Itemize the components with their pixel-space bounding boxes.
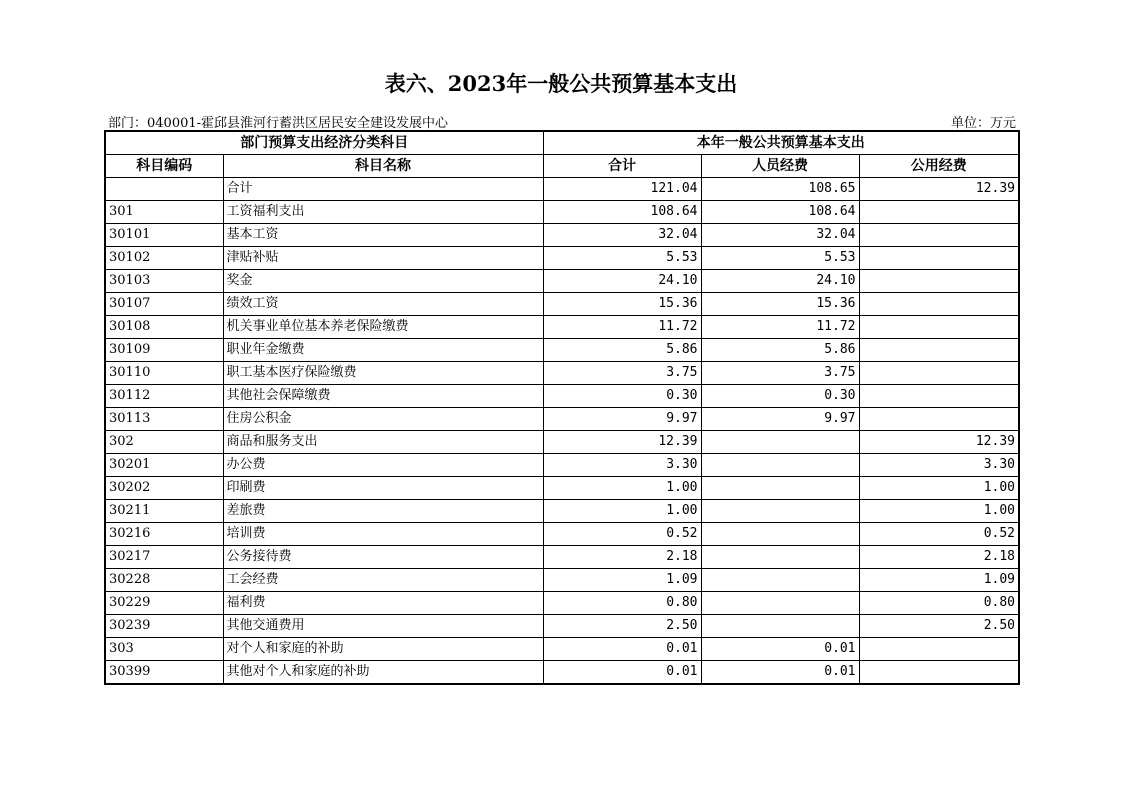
row-public: 0.80 xyxy=(859,592,1019,615)
row-personnel: 9.97 xyxy=(701,408,859,431)
table-row xyxy=(105,569,1019,592)
row-personnel: 32.04 xyxy=(701,224,859,247)
row-name: 商品和服务支出 xyxy=(223,431,543,454)
row-personnel xyxy=(701,615,859,638)
table-row xyxy=(105,247,1019,270)
row-code: 30103 xyxy=(105,270,223,293)
row-total: 0.52 xyxy=(543,523,701,546)
row-code: 30107 xyxy=(105,293,223,316)
row-public xyxy=(859,293,1019,316)
row-code: 30101 xyxy=(105,224,223,247)
row-personnel: 108.65 xyxy=(701,178,859,201)
row-name: 工会经费 xyxy=(223,569,543,592)
row-code: 30109 xyxy=(105,339,223,362)
row-code: 30112 xyxy=(105,385,223,408)
row-code: 30229 xyxy=(105,592,223,615)
table-row xyxy=(105,454,1019,477)
row-total: 0.80 xyxy=(543,592,701,615)
row-public xyxy=(859,247,1019,270)
row-code: 30108 xyxy=(105,316,223,339)
budget-table xyxy=(104,130,1020,685)
row-personnel: 24.10 xyxy=(701,270,859,293)
row-total: 121.04 xyxy=(543,178,701,201)
row-name: 机关事业单位基本养老保险缴费 xyxy=(223,316,543,339)
row-code: 30110 xyxy=(105,362,223,385)
row-code: 30399 xyxy=(105,661,223,685)
row-code: 303 xyxy=(105,638,223,661)
row-public: 2.18 xyxy=(859,546,1019,569)
row-public: 12.39 xyxy=(859,178,1019,201)
row-name: 住房公积金 xyxy=(223,408,543,431)
row-personnel xyxy=(701,569,859,592)
row-name: 印刷费 xyxy=(223,477,543,500)
row-public xyxy=(859,362,1019,385)
row-name: 津贴补贴 xyxy=(223,247,543,270)
row-total: 3.30 xyxy=(543,454,701,477)
header-group-left: 部门预算支出经济分类科目 xyxy=(105,131,543,155)
row-total: 15.36 xyxy=(543,293,701,316)
row-name: 差旅费 xyxy=(223,500,543,523)
row-public xyxy=(859,638,1019,661)
row-name: 职工基本医疗保险缴费 xyxy=(223,362,543,385)
row-personnel xyxy=(701,546,859,569)
row-public: 2.50 xyxy=(859,615,1019,638)
row-total: 1.09 xyxy=(543,569,701,592)
row-public xyxy=(859,339,1019,362)
row-name: 福利费 xyxy=(223,592,543,615)
row-public xyxy=(859,224,1019,247)
row-public: 12.39 xyxy=(859,431,1019,454)
row-public: 0.52 xyxy=(859,523,1019,546)
table-row xyxy=(105,661,1019,685)
row-personnel xyxy=(701,500,859,523)
row-personnel: 5.53 xyxy=(701,247,859,270)
row-name: 合计 xyxy=(223,178,543,201)
row-total: 24.10 xyxy=(543,270,701,293)
row-code: 30228 xyxy=(105,569,223,592)
header-group-row xyxy=(105,131,1019,155)
table-row xyxy=(105,385,1019,408)
row-name: 工资福利支出 xyxy=(223,201,543,224)
row-personnel: 108.64 xyxy=(701,201,859,224)
row-personnel: 0.30 xyxy=(701,385,859,408)
row-name: 办公费 xyxy=(223,454,543,477)
row-total: 0.01 xyxy=(543,661,701,685)
row-public xyxy=(859,408,1019,431)
row-public xyxy=(859,316,1019,339)
table-row xyxy=(105,477,1019,500)
page-title: 表六、2023年一般公共预算基本支出 xyxy=(384,71,738,96)
row-name: 绩效工资 xyxy=(223,293,543,316)
row-total: 3.75 xyxy=(543,362,701,385)
row-total: 2.18 xyxy=(543,546,701,569)
row-personnel xyxy=(701,523,859,546)
table-row xyxy=(105,362,1019,385)
table-row xyxy=(105,270,1019,293)
row-personnel: 11.72 xyxy=(701,316,859,339)
row-name: 其他社会保障缴费 xyxy=(223,385,543,408)
header-personnel: 人员经费 xyxy=(701,155,859,178)
row-code: 302 xyxy=(105,431,223,454)
header-public: 公用经费 xyxy=(859,155,1019,178)
row-personnel xyxy=(701,454,859,477)
row-total: 1.00 xyxy=(543,477,701,500)
row-code: 30239 xyxy=(105,615,223,638)
table-row xyxy=(105,339,1019,362)
row-total: 2.50 xyxy=(543,615,701,638)
row-public: 1.09 xyxy=(859,569,1019,592)
header-total: 合计 xyxy=(543,155,701,178)
table-row xyxy=(105,546,1019,569)
row-personnel: 3.75 xyxy=(701,362,859,385)
row-public: 1.00 xyxy=(859,500,1019,523)
row-total: 0.30 xyxy=(543,385,701,408)
table-row xyxy=(105,523,1019,546)
row-total: 12.39 xyxy=(543,431,701,454)
row-code: 30217 xyxy=(105,546,223,569)
header-column-row xyxy=(105,155,1019,178)
table-row xyxy=(105,316,1019,339)
row-total: 5.86 xyxy=(543,339,701,362)
table-row xyxy=(105,224,1019,247)
row-personnel: 5.86 xyxy=(701,339,859,362)
row-personnel: 15.36 xyxy=(701,293,859,316)
row-total: 5.53 xyxy=(543,247,701,270)
row-public xyxy=(859,661,1019,685)
header-name: 科目名称 xyxy=(223,155,543,178)
row-code xyxy=(105,178,223,201)
row-name: 培训费 xyxy=(223,523,543,546)
row-code: 30211 xyxy=(105,500,223,523)
row-public xyxy=(859,385,1019,408)
row-personnel: 0.01 xyxy=(701,638,859,661)
row-total: 9.97 xyxy=(543,408,701,431)
row-name: 其他对个人和家庭的补助 xyxy=(223,661,543,685)
row-code: 301 xyxy=(105,201,223,224)
row-public: 1.00 xyxy=(859,477,1019,500)
row-total: 32.04 xyxy=(543,224,701,247)
table-row xyxy=(105,408,1019,431)
row-name: 职业年金缴费 xyxy=(223,339,543,362)
row-name: 公务接待费 xyxy=(223,546,543,569)
row-public xyxy=(859,201,1019,224)
row-code: 30102 xyxy=(105,247,223,270)
row-personnel xyxy=(701,592,859,615)
row-personnel xyxy=(701,477,859,500)
row-name: 基本工资 xyxy=(223,224,543,247)
row-total: 0.01 xyxy=(543,638,701,661)
row-personnel xyxy=(701,431,859,454)
table-row xyxy=(105,638,1019,661)
row-code: 30201 xyxy=(105,454,223,477)
row-code: 30202 xyxy=(105,477,223,500)
row-code: 30113 xyxy=(105,408,223,431)
row-name: 对个人和家庭的补助 xyxy=(223,638,543,661)
row-total: 11.72 xyxy=(543,316,701,339)
row-personnel: 0.01 xyxy=(701,661,859,685)
row-name: 奖金 xyxy=(223,270,543,293)
row-total: 108.64 xyxy=(543,201,701,224)
department-label: 部门：040001-霍邱县淮河行蓄洪区居民安全建设发展中心 xyxy=(108,116,449,131)
row-public: 3.30 xyxy=(859,454,1019,477)
header-group-right: 本年一般公共预算基本支出 xyxy=(543,131,1019,155)
row-public xyxy=(859,270,1019,293)
table-row xyxy=(105,293,1019,316)
table-row xyxy=(105,592,1019,615)
table-row xyxy=(105,615,1019,638)
row-total: 1.00 xyxy=(543,500,701,523)
table-row xyxy=(105,500,1019,523)
table-row xyxy=(105,178,1019,201)
row-name: 其他交通费用 xyxy=(223,615,543,638)
header-code: 科目编码 xyxy=(105,155,223,178)
row-code: 30216 xyxy=(105,523,223,546)
table-row xyxy=(105,201,1019,224)
table-row xyxy=(105,431,1019,454)
unit-label: 单位：万元 xyxy=(950,116,1016,131)
